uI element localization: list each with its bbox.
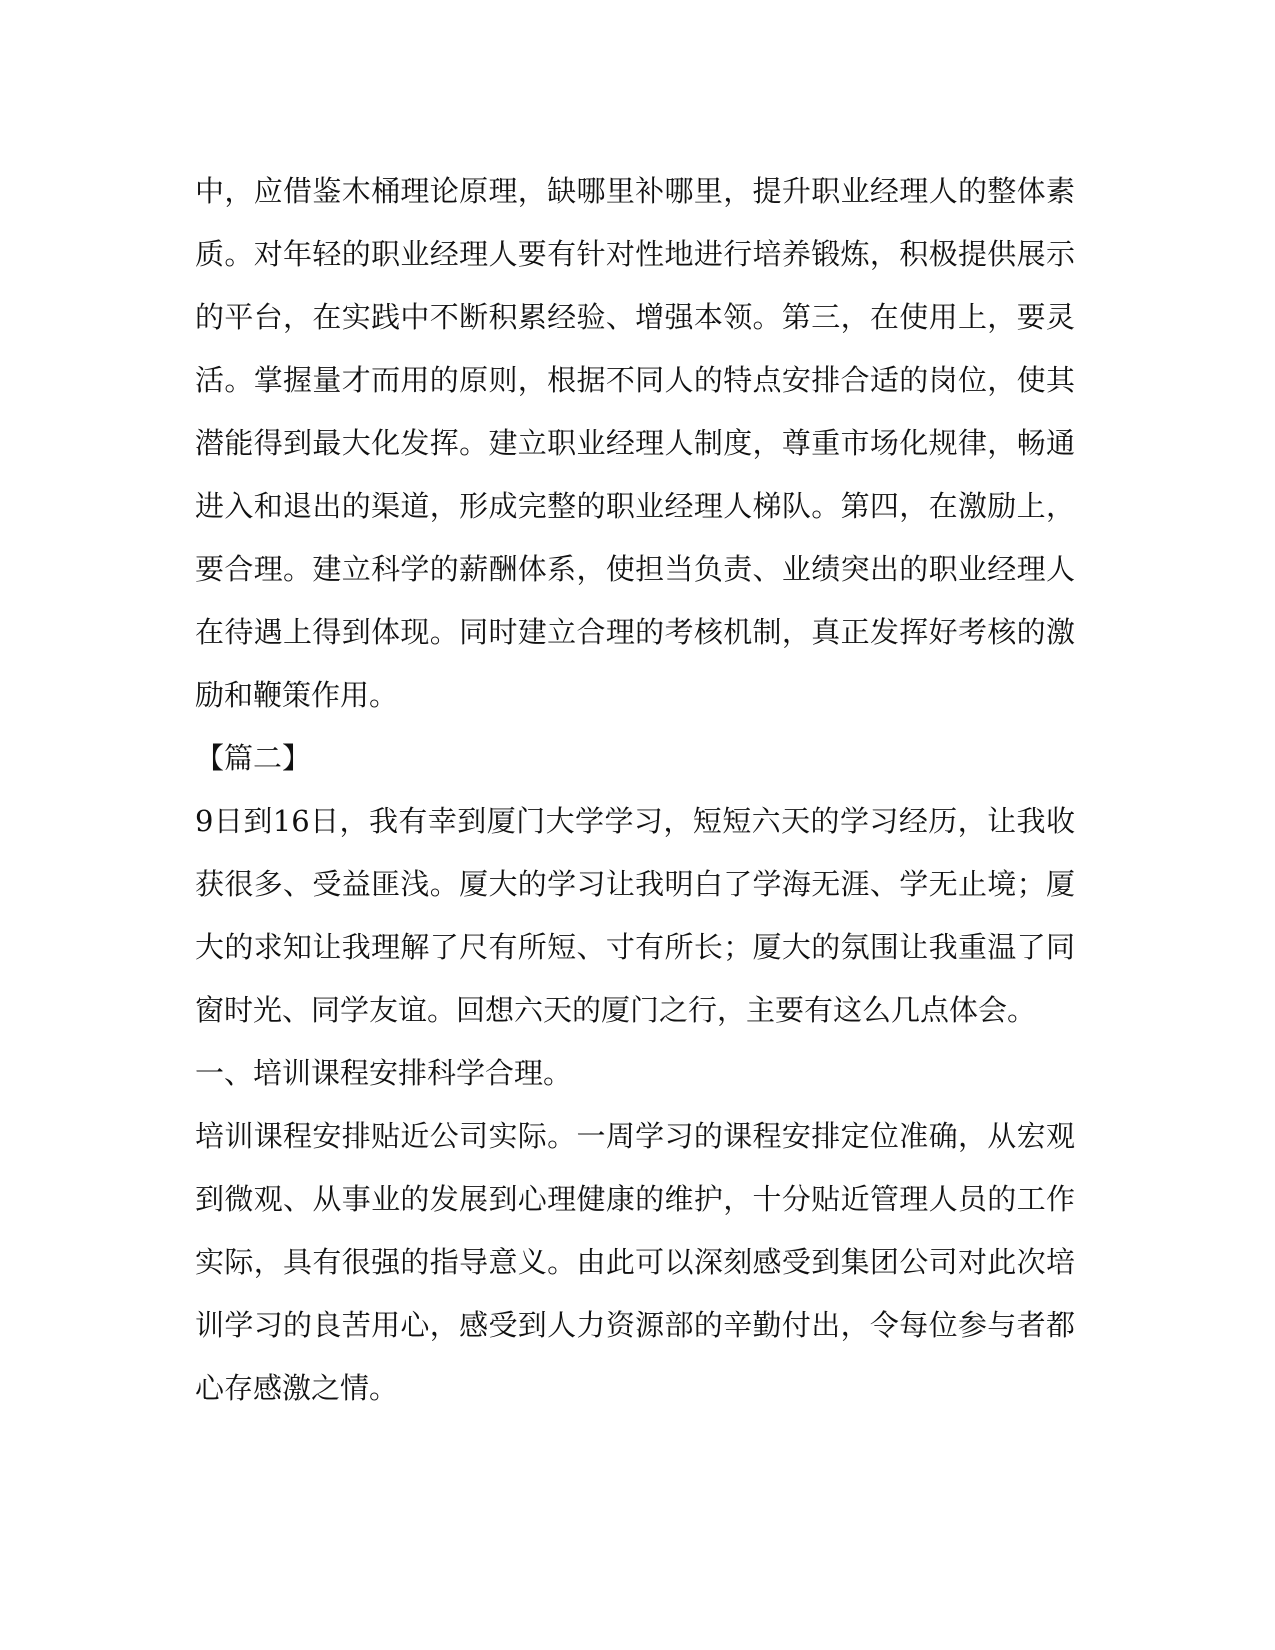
text-line: 实际，具有很强的指导意义。由此可以深刻感受到集团公司对此次培 — [195, 1245, 1075, 1279]
text-line: 一、培训课程安排科学合理。 — [195, 1056, 573, 1090]
text-line: 获很多、受益匪浅。厦大的学习让我明白了学海无涯、学无止境；厦 — [195, 867, 1075, 901]
text-line: 中，应借鉴木桶理论原理，缺哪里补哪里，提升职业经理人的整体素 — [195, 174, 1075, 208]
text-line: 大的求知让我理解了尺有所短、寸有所长；厦大的氛围让我重温了同 — [195, 930, 1075, 964]
text-line: 训学习的良苦用心，感受到人力资源部的辛勤付出，令每位参与者都 — [195, 1308, 1075, 1342]
text-line: 到微观、从事业的发展到心理健康的维护，十分贴近管理人员的工作 — [195, 1182, 1075, 1216]
text-line: 进入和退出的渠道，形成完整的职业经理人梯队。第四，在激励上， — [195, 489, 1075, 523]
text-line: 潜能得到最大化发挥。建立职业经理人制度，尊重市场化规律，畅通 — [195, 426, 1075, 460]
text-line: 质。对年轻的职业经理人要有针对性地进行培养锻炼，积极提供展示 — [195, 237, 1075, 271]
text-line: 9日到16日，我有幸到厦门大学学习，短短六天的学习经历，让我收 — [195, 804, 1075, 838]
text-line: 心存感激之情。 — [195, 1371, 399, 1405]
text-line: 活。掌握量才而用的原则，根据不同人的特点安排合适的岗位，使其 — [195, 363, 1075, 397]
document-body — [195, 160, 1075, 1420]
text-line: 要合理。建立科学的薪酬体系，使担当负责、业绩突出的职业经理人 — [195, 552, 1075, 586]
text-line: 在待遇上得到体现。同时建立合理的考核机制，真正发挥好考核的激 — [195, 615, 1075, 649]
text-line: 【篇二】 — [195, 741, 312, 775]
text-line: 窗时光、同学友谊。回想六天的厦门之行，主要有这么几点体会。 — [195, 993, 1037, 1027]
text-line: 培训课程安排贴近公司实际。一周学习的课程安排定位准确，从宏观 — [195, 1119, 1075, 1153]
text-line: 的平台，在实践中不断积累经验、增强本领。第三，在使用上，要灵 — [195, 300, 1075, 334]
text-line: 励和鞭策作用。 — [195, 678, 399, 712]
